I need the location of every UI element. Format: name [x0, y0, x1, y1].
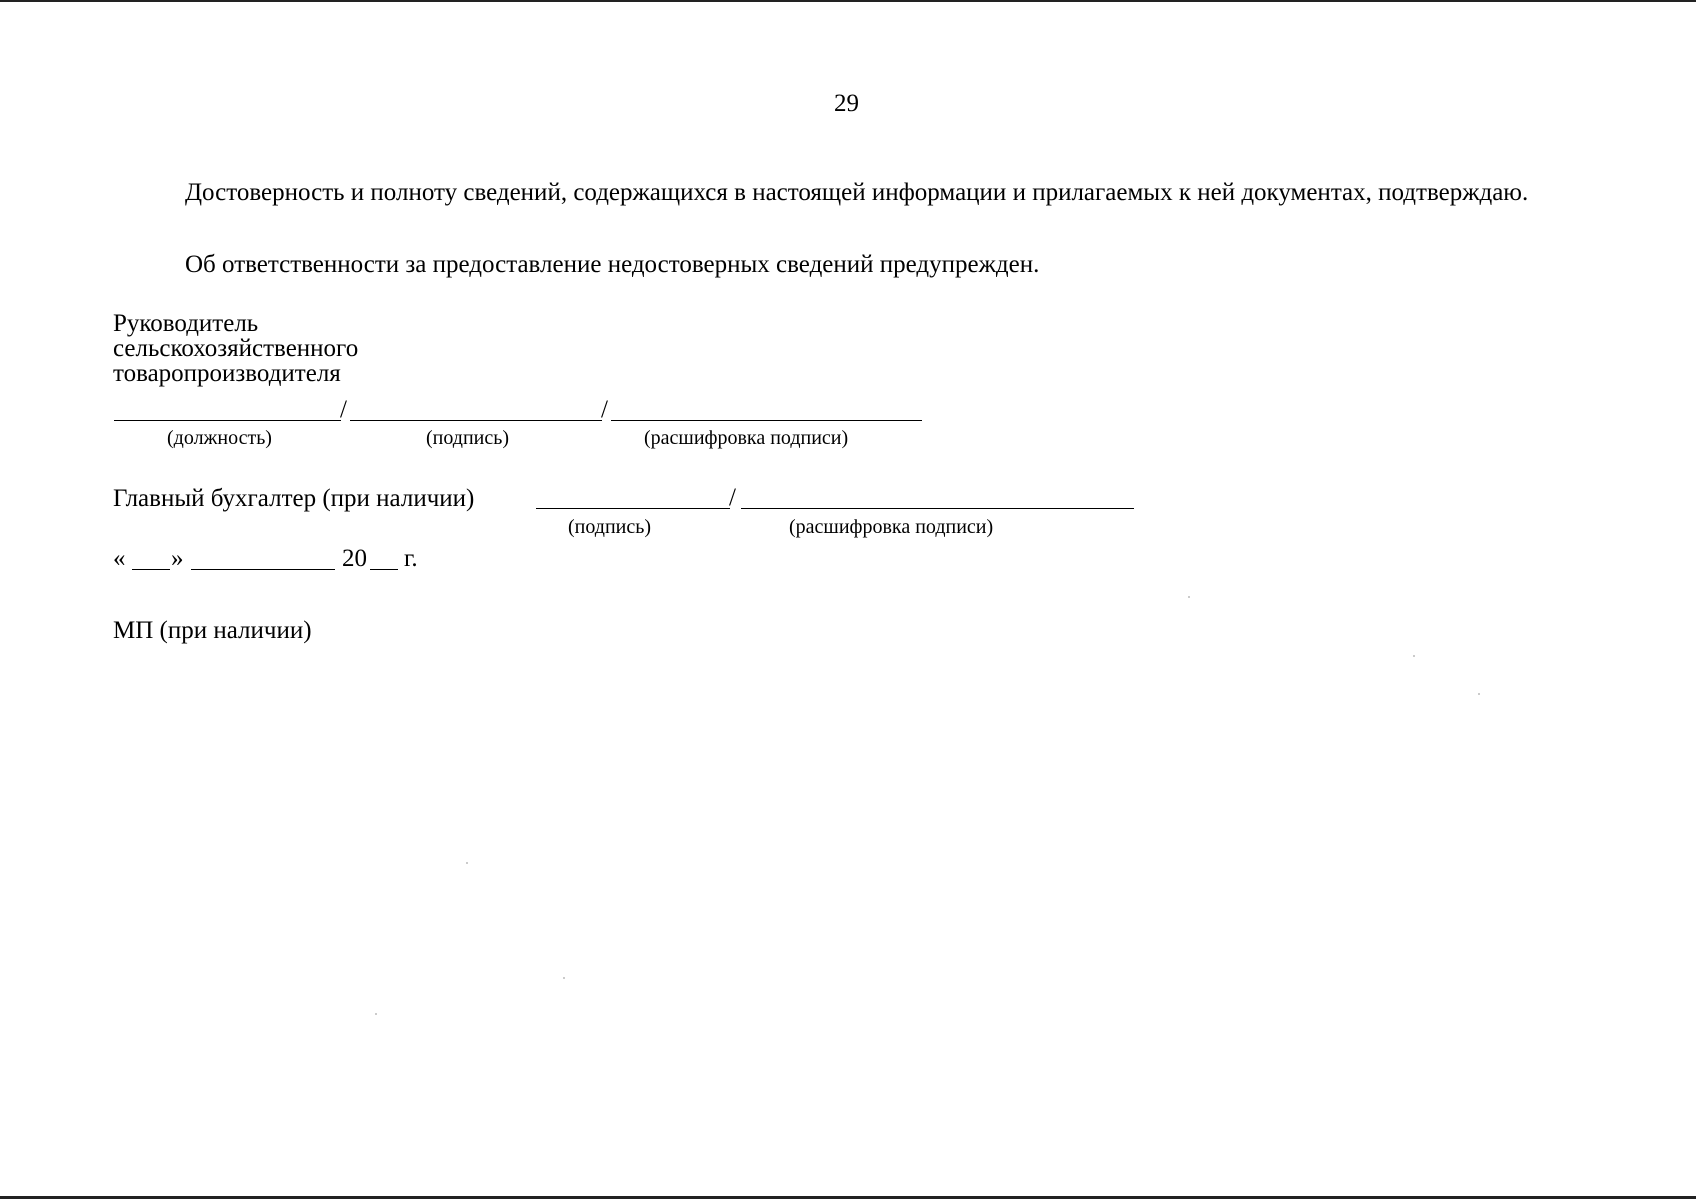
head-signature-field[interactable]: [350, 420, 602, 421]
caption-decoding: (расшифровка подписи): [789, 516, 994, 538]
accountant-signature-field[interactable]: [536, 508, 730, 509]
statement-paragraph-2: Об ответственности за предоставление недостоверных сведений предупрежден.: [185, 251, 1040, 278]
separator-slash: /: [601, 396, 608, 423]
caption-decoding: (расшифровка подписи): [644, 427, 849, 449]
accountant-decoding-field[interactable]: [741, 508, 1134, 509]
month-field[interactable]: [191, 569, 335, 570]
scan-speck: [1188, 596, 1190, 598]
year-field[interactable]: [370, 569, 398, 570]
scan-speck: [466, 862, 468, 864]
caption-position: (должность): [167, 427, 272, 449]
scan-border-bottom: [0, 1196, 1696, 1199]
year-suffix: г.: [404, 545, 418, 572]
head-title: [113, 311, 358, 386]
scan-speck: [563, 977, 565, 979]
accountant-label: Главный бухгалтер (при наличии): [113, 485, 475, 512]
separator-slash: /: [729, 484, 736, 511]
page-number: 29: [834, 90, 859, 117]
statement-paragraph-1: Достоверность и полноту сведений, содержащихся в настоящей информации и прилагаемых к ней документах, подтверждаю.: [185, 179, 1529, 206]
separator-slash: /: [340, 396, 347, 423]
head-decoding-field[interactable]: [611, 420, 922, 421]
year-prefix: 20: [342, 545, 367, 572]
head-title-line-2: сельскохозяйственного: [113, 335, 359, 362]
scan-border-top: [0, 0, 1696, 2]
scan-speck: [1478, 693, 1480, 695]
date-close-quote: »: [171, 545, 184, 572]
caption-signature: (подпись): [426, 427, 510, 449]
date-open-quote: «: [113, 545, 126, 572]
day-field[interactable]: [132, 569, 170, 570]
head-title-line-3: товаропроизводителя: [113, 360, 341, 387]
scan-speck: [375, 1013, 377, 1015]
caption-signature: (подпись): [568, 516, 652, 538]
head-title-line-1: Руководитель: [113, 310, 259, 337]
scan-speck: [1413, 655, 1415, 657]
position-field[interactable]: [114, 420, 341, 421]
seal-label: МП (при наличии): [113, 617, 312, 644]
